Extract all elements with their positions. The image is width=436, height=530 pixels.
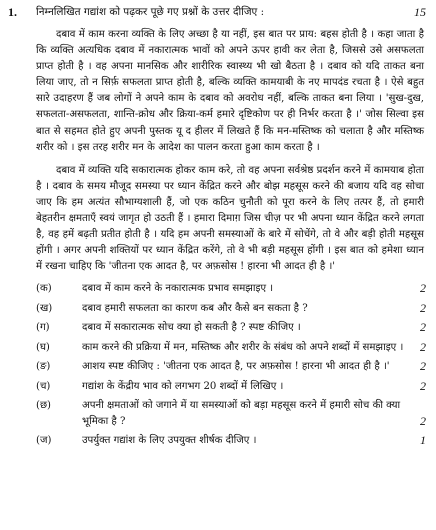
subquestion-text: काम करने की प्रक्रिया में मन, मस्तिष्क और शरीर के संबंध को अपने शब्दों में समझाइए । — [82, 341, 404, 353]
subquestion — [36, 340, 426, 356]
subquestion-marks: 2 — [420, 359, 426, 374]
subquestion — [36, 281, 426, 297]
subquestion-text: उपर्युक्त गद्यांश के लिए उपयुक्त शीर्षक दीजिए । — [82, 435, 257, 447]
subquestion-text: गद्यांश के केंद्रीय भाव को लगभग 20 शब्दों में लिखिए । — [82, 380, 284, 392]
subquestion-marks: 2 — [420, 320, 426, 335]
subquestion-marks: 2 — [420, 339, 426, 354]
subquestion-text: दबाव में सकारात्मक सोच क्या हो सकती है ? स्पष्ट कीजिए । — [82, 322, 301, 334]
subquestion-marks: 2 — [420, 300, 426, 315]
question-number: 1. — [8, 5, 17, 19]
subquestion-list — [36, 281, 426, 449]
subquestion-marks: 2 — [420, 281, 426, 296]
subquestion-marks: 1 — [420, 433, 426, 448]
subquestion-label: (च) — [36, 380, 51, 392]
question-header — [8, 4, 426, 20]
subquestion-label: (ज) — [36, 435, 52, 447]
subquestion-label: (ग) — [36, 322, 50, 334]
subquestion-label: (छ) — [36, 400, 51, 412]
subquestion-text: आशय स्पष्ट कीजिए : 'जीतना एक आदत है, पर अफ़सोस ! हारना भी आदत ही है ।' — [82, 361, 390, 373]
passage-paragraph-1: दबाव में काम करना व्यक्ति के लिए अच्छा है या नहीं, इस बात पर प्राय: बहस होती है । कहा जाता है कि व्यक्ति अत्यधिक दबाव में नकारात्मक भावों को अपने ऊपर हावी कर लेता है, जिससे उसे असफलता प्राप्त होती है । वह अपना मानसिक और शारीरिक स्वास्थ्य भी खो बैठता है । दबाव को यदि ताकत बना लिया जाए, तो न सिर्फ़ सफलता प्राप्त होती है, बल्कि व्यक्ति कामयाबी के नए मापदंड रचता है । ऐसे बहुत सारे उदाहरण हैं जब लोगों ने अपने काम के दबाव को अवरोध नहीं, बल्कि ताकत बना लिया । 'सुख-दुख, सफलता-असफलता, शान्ति-क्रोध और क्रिया-कर्म हमारे दृष्टिकोण पर ही निर्भर करता है ।' जोस सिल्वा इस बात से सहमत होते हुए अपनी पुस्तक यू द हीलर में लिखते हैं कि मन-मस्तिष्क को चलाता है और मस्तिष्क शरीर को । इस तरह शरीर मन के आदेश का पालन करता हुआ काम करता है । — [36, 29, 424, 153]
subquestion — [36, 398, 426, 429]
subquestion — [36, 359, 426, 375]
subquestion — [36, 320, 426, 336]
question-marks: 15 — [414, 5, 426, 19]
subquestion-text: दबाव हमारी सफलता का कारण कब और कैसे बन सकता है ? — [82, 302, 308, 314]
subquestion-marks: 2 — [420, 378, 426, 393]
subquestion-label: (ख) — [36, 302, 53, 314]
subquestion-text: अपनी क्षमताओं को जगाने में या समस्याओं को बड़ा महसूस करने में हमारी सोच की क्या भूमिका है ? — [82, 400, 401, 427]
subquestion — [36, 301, 426, 317]
subquestion-label: (ङ) — [36, 361, 51, 373]
passage-paragraph-2: दबाव में व्यक्ति यदि सकारात्मक होकर काम करे, तो वह अपना सर्वश्रेष्ठ प्रदर्शन करने में कामयाब होता है । दबाव के समय मौजूद समस्या पर ध्यान केंद्रित करने और बोझ महसूस करने की बजाय यदि वह सोचा जाए कि हम अत्यंत सौभाग्यशाली हैं, जो एक कठिन चुनौती को पूरा करने के लिए तत्पर हैं, तो हमारी बेहतरीन क्षमताएँ स्वयं जागृत हो उठती हैं । हमारा दिमाग़ जिस चीज़ पर भी अपना ध्यान केंद्रित करने लगता है, वह हमें बढ़ती प्रतीत होती है । यदि हम अपनी समस्याओं के बारे में सोचेंगे, तो वे और बड़ी होती महसूस होंगी । अगर अपनी शक्तियों पर ध्यान केंद्रित करेंगे, तो वे भी बड़ी महसूस होंगी । इस बात को हमेशा ध्यान में रखना चाहिए कि 'जीतना एक आदत है, पर अफ़सोस ! हारना भी आदत ही है ।' — [36, 164, 424, 273]
subquestion-text: दबाव में काम करने के नकारात्मक प्रभाव समझाइए । — [82, 283, 274, 295]
subquestion — [36, 379, 426, 395]
passage — [36, 27, 424, 275]
subquestion-label: (क) — [36, 283, 52, 295]
subquestion-marks: 2 — [420, 413, 426, 428]
subquestion — [36, 433, 426, 449]
subquestion-label: (घ) — [36, 341, 50, 353]
question-instruction: निम्नलिखित गद्यांश को पढ़कर पूछे गए प्रश्नों के उत्तर दीजिए : — [36, 6, 265, 18]
